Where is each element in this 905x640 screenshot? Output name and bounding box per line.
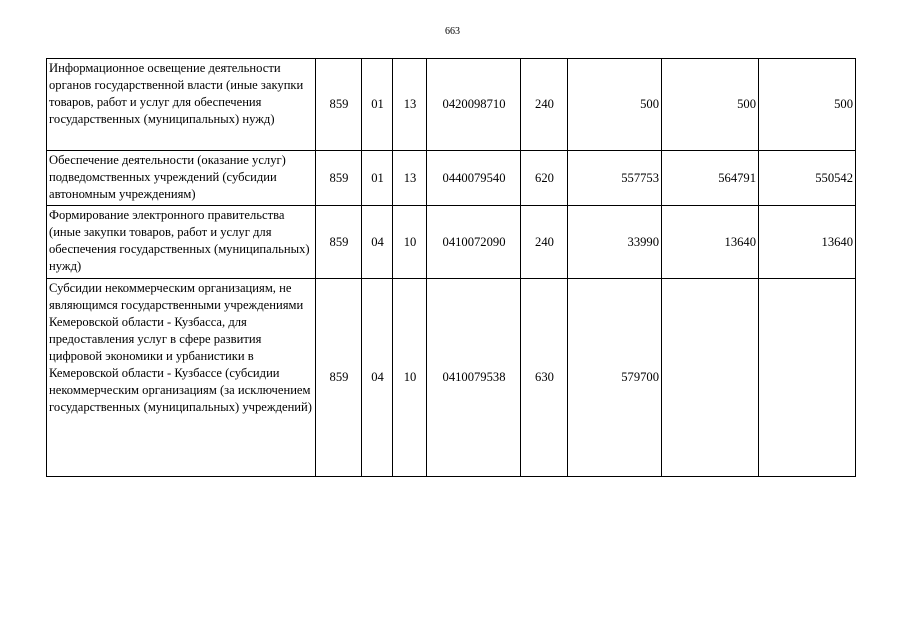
- ministry-code: 859: [316, 151, 362, 206]
- target-article-code: 0410079538: [427, 279, 521, 477]
- expense-type-code: 240: [521, 206, 568, 279]
- row-description: Информационное освещение деятельности органов государственной власти (иные закупки товаров, работ и услуг для обеспечения государственных (муниципальных) нужд): [47, 59, 316, 151]
- amount-2: 500: [662, 59, 759, 151]
- row-description: Обеспечение деятельности (оказание услуг) подведомственных учреждений (субсидии автономным учреждениям): [47, 151, 316, 206]
- page-number: 663: [445, 26, 460, 37]
- subsection-code: 13: [393, 151, 427, 206]
- amount-1: 579700: [568, 279, 662, 477]
- expense-type-code: 240: [521, 59, 568, 151]
- amount-1: 557753: [568, 151, 662, 206]
- expense-type-code: 630: [521, 279, 568, 477]
- amount-2: 564791: [662, 151, 759, 206]
- table-row: [47, 151, 856, 206]
- budget-table: [46, 58, 856, 477]
- ministry-code: 859: [316, 59, 362, 151]
- amount-1: 500: [568, 59, 662, 151]
- table-row: [47, 206, 856, 279]
- amount-3: 13640: [759, 206, 856, 279]
- subsection-code: 13: [393, 59, 427, 151]
- table-row: [47, 279, 856, 477]
- amount-2: 13640: [662, 206, 759, 279]
- row-description: Формирование электронного правительства (иные закупки товаров, работ и услуг для обеспечения государственных (муниципальных) нужд): [47, 206, 316, 279]
- amount-3: [759, 279, 856, 477]
- expense-type-code: 620: [521, 151, 568, 206]
- section-code: 04: [362, 279, 393, 477]
- amount-2: [662, 279, 759, 477]
- target-article-code: 0420098710: [427, 59, 521, 151]
- subsection-code: 10: [393, 279, 427, 477]
- target-article-code: 0440079540: [427, 151, 521, 206]
- subsection-code: 10: [393, 206, 427, 279]
- amount-3: 500: [759, 59, 856, 151]
- amount-3: 550542: [759, 151, 856, 206]
- section-code: 01: [362, 59, 393, 151]
- section-code: 04: [362, 206, 393, 279]
- section-code: 01: [362, 151, 393, 206]
- ministry-code: 859: [316, 206, 362, 279]
- target-article-code: 0410072090: [427, 206, 521, 279]
- ministry-code: 859: [316, 279, 362, 477]
- table-row: [47, 59, 856, 151]
- amount-1: 33990: [568, 206, 662, 279]
- row-description: Субсидии некоммерческим организациям, не являющимся государственными учреждениями Кемеровской области - Кузбасса, для предоставления услуг в сфере развития цифровой экономики и урбанистики в Кемеровской области - Кузбассе (субсидии некоммерческим организациям (за исключением государственных (муниципальных) учреждений): [47, 279, 316, 477]
